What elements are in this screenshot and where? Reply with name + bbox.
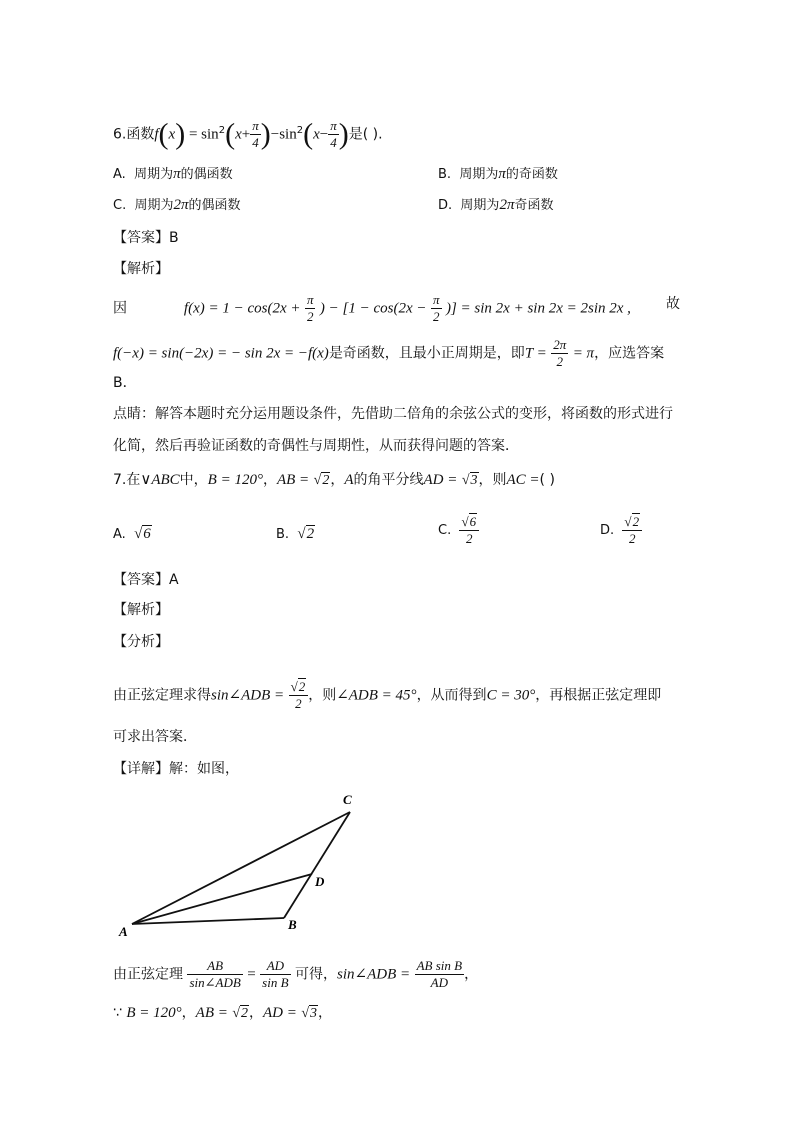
- frac-ad-sinb: [260, 958, 290, 991]
- paren: ): [338, 117, 349, 151]
- math-expr: T =: [524, 345, 547, 362]
- q6-frac-b: [328, 118, 339, 151]
- option-label: D.: [438, 198, 453, 213]
- option-text: 周期为: [460, 198, 500, 213]
- option-text: 周期为: [134, 198, 174, 213]
- q6-solution-line-2: [113, 337, 664, 370]
- math-expr: =: [247, 966, 256, 983]
- option-label: A.: [113, 167, 126, 182]
- frac-num: 2π: [553, 337, 567, 352]
- q7-option-a: [113, 524, 152, 545]
- frac-den: AD: [430, 975, 448, 990]
- text: ( ): [539, 472, 555, 488]
- q6-sin-a: sin: [201, 126, 219, 143]
- q6-plus: +: [241, 126, 251, 143]
- q7-detail-heading: 【详解】解：如图，: [113, 761, 239, 777]
- frac-num: π: [252, 118, 259, 133]
- frac-sqrt6-2: [459, 514, 479, 547]
- q6-sup-b: 2: [296, 124, 304, 136]
- text: 的角平分线: [353, 472, 424, 488]
- q6-eq: =: [185, 126, 202, 143]
- radicand: 2: [322, 473, 330, 488]
- frac-num: AB sin B: [416, 958, 463, 973]
- label-d: D: [315, 874, 325, 889]
- math-expr: AD =: [423, 472, 458, 488]
- radicand: 2: [298, 679, 306, 694]
- text: ，: [181, 1005, 196, 1021]
- frac-ab-sinadb: [187, 958, 242, 991]
- sqrt-6: √6: [461, 514, 477, 529]
- text: 因: [113, 300, 127, 317]
- sqrt-3: √3: [461, 473, 478, 488]
- text: ，: [464, 966, 479, 983]
- text: ，: [318, 1005, 333, 1021]
- radicand: 6: [143, 526, 151, 542]
- text: ，: [330, 472, 345, 488]
- math-expr: ∠ADB = 45°: [336, 687, 417, 704]
- option-symbol: 2π: [499, 197, 515, 213]
- frac-den: 4: [330, 135, 337, 150]
- q6-f: f: [154, 126, 159, 143]
- frac-num: π: [330, 118, 337, 133]
- q6-prefix: 6.函数: [113, 126, 155, 143]
- q6-comment-line-1: 点睛：解答本题时充分运用题设条件，先借助二倍角的余弦公式的变形，将函数的形式进行: [113, 406, 673, 422]
- frac-den: 2: [556, 354, 563, 369]
- q6-option-c: [113, 195, 241, 216]
- math-expr: B = 120°: [126, 1005, 182, 1021]
- math-expr: C = 30°: [486, 687, 536, 704]
- q6-minus2: −: [319, 126, 329, 143]
- radicand: 6: [469, 514, 477, 529]
- radicand: 2: [241, 1006, 249, 1021]
- sqrt-3: √3: [301, 1006, 318, 1021]
- q6-x: x: [168, 126, 176, 143]
- q7-option-b: [276, 524, 315, 545]
- frac-2pi-2: [551, 337, 568, 370]
- paren: ): [175, 117, 186, 151]
- frac-den: 2: [628, 531, 636, 546]
- option-text: 的偶函数: [180, 167, 233, 182]
- segment-bc: [284, 812, 350, 918]
- frac-pi-2: [305, 292, 316, 325]
- sqrt-2: √2: [297, 526, 315, 542]
- radicand: 2: [632, 514, 640, 529]
- math-expr: AC =: [506, 472, 540, 488]
- frac-den: 4: [252, 135, 259, 150]
- math-expr: sin∠ADB =: [211, 687, 285, 704]
- q6-analysis-heading: 【解析】: [113, 261, 169, 277]
- q6-x3: x: [313, 126, 320, 143]
- math-expr: ) − [1 − cos(2x −: [319, 300, 427, 317]
- option-symbol: π: [173, 166, 181, 182]
- question-6-stem: [113, 118, 383, 151]
- frac-den: sin B: [262, 975, 289, 990]
- segment-ab: [132, 918, 284, 924]
- math-expr: B = 120°: [207, 472, 263, 488]
- question-7-stem: [113, 470, 555, 491]
- math-expr: AD =: [263, 1005, 297, 1021]
- option-label: B.: [438, 167, 452, 182]
- label-a: A: [119, 924, 128, 938]
- radicand: 3: [470, 473, 478, 488]
- q6-suffix: 是( ).: [348, 126, 383, 143]
- math-expr: )] = sin 2x + sin 2x = 2sin 2x ,: [445, 300, 631, 317]
- text: ，应选答案: [594, 345, 665, 362]
- text: ，从而得到: [416, 687, 487, 704]
- q7-given-values: [113, 1003, 332, 1024]
- q7-option-c: [438, 514, 479, 547]
- option-text: 周期为: [134, 167, 174, 182]
- frac-den: 2: [432, 309, 440, 324]
- text: ，则: [478, 472, 507, 488]
- sqrt-6: √6: [134, 526, 151, 542]
- option-text: 的偶函数: [188, 198, 241, 213]
- math-expr: ∨ABC: [140, 472, 180, 488]
- q7-analysis-line-2: 可求出答案．: [113, 729, 197, 745]
- frac-den: 2: [466, 531, 473, 546]
- text: 由正弦定理: [113, 966, 183, 983]
- q6-comment-line-2: 化简，然后再验证函数的奇偶性与周期性，从而获得问题的答案．: [113, 438, 519, 454]
- option-symbol: π: [498, 166, 506, 182]
- math-expr: A: [344, 472, 354, 488]
- text: 7.在: [113, 472, 141, 488]
- q7-law-of-sines: [113, 958, 478, 991]
- frac-absinb-ad: [415, 958, 465, 991]
- option-symbol: 2π: [173, 197, 189, 213]
- q6-sin-b: sin: [279, 126, 297, 143]
- option-label: A.: [113, 527, 126, 542]
- text: 中，: [179, 472, 208, 488]
- option-text: 周期为: [459, 167, 499, 182]
- label-b: B: [288, 917, 297, 932]
- q7-analysis-line-1: [113, 679, 661, 712]
- sqrt-2: √2: [624, 514, 640, 529]
- q7-answer: 【答案】A: [113, 572, 179, 588]
- q6-x2: x: [235, 126, 242, 143]
- because-symbol: ∵: [113, 1005, 122, 1021]
- frac-pi-2: [431, 292, 442, 325]
- sqrt-2: √2: [232, 1006, 249, 1021]
- text: ，: [262, 472, 277, 488]
- option-label: B.: [276, 527, 290, 542]
- option-text: 奇函数: [514, 198, 554, 213]
- q6-frac-a: [250, 118, 261, 151]
- segment-ac: [132, 812, 350, 924]
- q6-answer: 【答案】B: [113, 230, 179, 246]
- q6-sup-a: 2: [218, 124, 226, 136]
- paren: (: [158, 117, 169, 151]
- math-expr: AB =: [276, 472, 310, 488]
- option-label: D.: [600, 523, 615, 538]
- frac-num: π: [432, 292, 440, 307]
- paren: (: [303, 117, 314, 151]
- q7-fenxi-heading: 【分析】: [113, 634, 169, 650]
- q6-option-d: [438, 195, 553, 216]
- q6-option-b: [438, 164, 558, 185]
- q6-solution-line-1: [113, 292, 683, 325]
- option-text: 的奇函数: [505, 167, 558, 182]
- sqrt-2: √2: [290, 679, 306, 694]
- frac-sqrt2-2: [289, 679, 309, 712]
- q7-analysis-heading: 【解析】: [113, 602, 169, 618]
- q6-solution-gu: 故: [666, 296, 680, 312]
- option-label: C.: [113, 198, 127, 213]
- radicand: 3: [310, 1006, 318, 1021]
- label-c: C: [343, 792, 352, 807]
- frac-num: π: [306, 292, 314, 307]
- math-expr: f(−x) = sin(−2x) = − sin 2x = −f(x): [113, 345, 329, 362]
- paren: (: [225, 117, 236, 151]
- text: 由正弦定理求得: [113, 687, 211, 704]
- math-expr: sin∠ADB =: [337, 966, 411, 983]
- text: 是奇函数，且最小正周期是，即: [328, 345, 525, 362]
- math-expr: = π: [572, 345, 595, 362]
- frac-den: sin∠ADB: [189, 975, 241, 990]
- radicand: 2: [306, 526, 315, 542]
- math-expr: AB =: [195, 1005, 228, 1021]
- frac-num: AB: [187, 958, 242, 975]
- q7-option-d: [600, 514, 642, 547]
- frac-sqrt2-2: [622, 514, 642, 547]
- text: ，再根据正弦定理即: [535, 687, 662, 704]
- paren: ): [260, 117, 271, 151]
- text: ，则: [308, 687, 337, 704]
- math-expr: f(x) = 1 − cos(2x +: [183, 300, 301, 317]
- triangle-figure: [112, 788, 372, 938]
- q6-option-a: [113, 164, 233, 185]
- text: ，: [249, 1005, 264, 1021]
- option-label: C.: [438, 523, 452, 538]
- frac-num: AD: [260, 958, 290, 975]
- q6-minus: −: [270, 126, 280, 143]
- sqrt-2: √2: [313, 473, 330, 488]
- q6-solution-line-3: B．: [113, 375, 137, 391]
- frac-den: 2: [295, 696, 302, 711]
- frac-den: 2: [306, 309, 314, 324]
- text: 可得，: [295, 966, 337, 983]
